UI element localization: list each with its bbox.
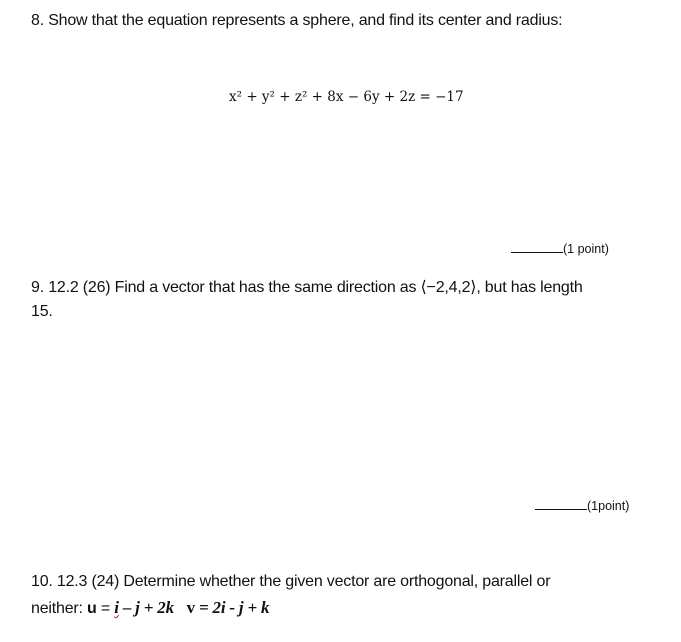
u-label: u — [87, 600, 97, 617]
question-9-line1: 9. 12.2 (26) Find a vector that has the same direction as ⟨−2,4,2⟩, but has length — [31, 279, 583, 296]
answer-blank[interactable] — [535, 509, 587, 510]
v-expression: = 2i - j + k — [194, 598, 270, 617]
question-8-text: 8. Show that the equation represents a sphere, and find its center and radius: — [31, 12, 563, 29]
v-label: v — [186, 598, 195, 617]
points-label: (1 point) — [563, 242, 609, 256]
neither-prefix: neither: — [31, 600, 88, 617]
question-9-answer — [535, 499, 629, 513]
question-9-line2: 15. — [31, 303, 53, 320]
u-i-term: i — [114, 598, 119, 617]
sphere-equation: x² + y² + z² + 8x − 6y + 2z = −17 — [229, 89, 464, 105]
question-10-line2: neither: u = i – j + 2k v = 2i - j + k — [31, 598, 270, 617]
points-label: (1point) — [587, 499, 630, 513]
u-expression: – j + 2k — [118, 598, 174, 617]
question-8-answer — [511, 242, 609, 256]
answer-blank[interactable] — [511, 252, 563, 253]
question-10-line1: 10. 12.3 (24) Determine whether the given vector are orthogonal, parallel or — [31, 573, 551, 590]
